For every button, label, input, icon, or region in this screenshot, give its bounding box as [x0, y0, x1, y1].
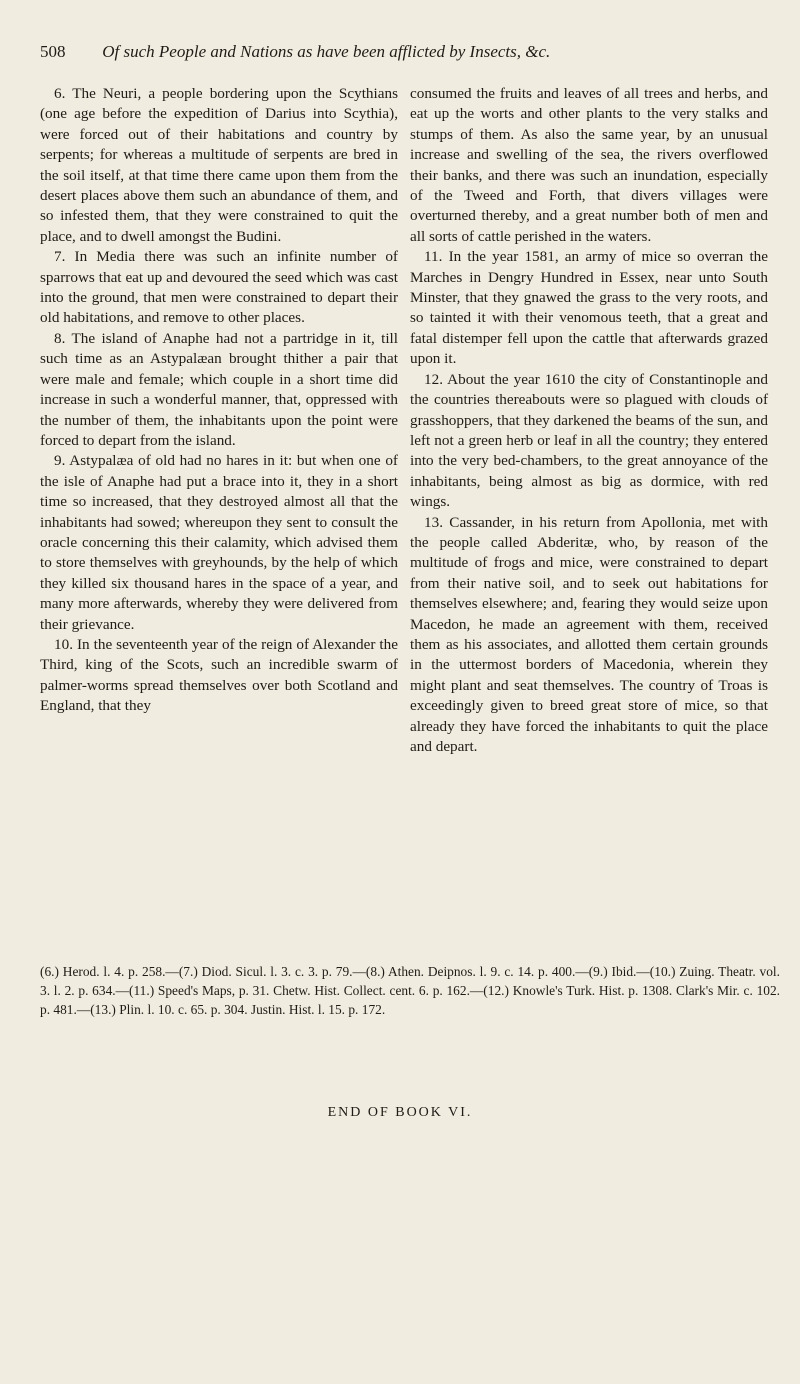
running-title: Of such People and Nations as have been afflicted by Insects, &c.: [102, 42, 551, 61]
paragraph: 10. In the seventeenth year of the reign of Alexander the Third, king of the Scots, such an incredible swarm of palmer-worms spread themselves over both Scotland and England, that they: [40, 635, 398, 715]
paragraph: 9. Astypalæa of old had no hares in it: but when one of the isle of Anaphe had put a brace into it, they in a short time so increased, that they destroyed almost all that the inhabitants had sowed; whereupon they sent to consult the oracle concerning this their calamity, which advised them to store themselves with greyhounds, by the help of which they killed six thousand hares in the space of a year, and many more afterwards, whereby they were delivered from their grievance.: [40, 452, 398, 633]
page-number: 508: [40, 42, 66, 61]
paragraph: 13. Cassander, in his return from Apollonia, met with the people called Abderitæ, who, by reason of the multitude of frogs and mice, were constrained to depart from their native soil, and to seek out habitations for themselves elsewhere; and, fearing they would seize upon Macedon, he made an agreement with them, received them as his associates, and allotted them certain grounds in the uttermost borders of Macedonia, wherein they might plant and seat themselves. The country of Troas is exceedingly given to breed great store of mice, so that already they have forced the inhabitants to quit the place and depart.: [410, 513, 768, 755]
end-of-book-mark: END OF BOOK VI.: [327, 1105, 473, 1120]
paragraph: 11. In the year 1581, an army of mice so overran the Marches in Dengry Hundred in Essex, near unto South Minster, that they gnawed the grass to the very roots, and so tainted it with their venomous teeth, that a great and fatal distemper fell upon the cattle that afterwards grazed upon it.: [410, 248, 768, 368]
paragraph: consumed the fruits and leaves of all trees and herbs, and eat up the worts and other plants to the very stalks and stumps of them. As also the same year, by an unusual increase and swelling of the sea, the rivers overflowed their banks, and there was such an inundation, especially of the Tweed and Forth, that divers villages were overturned thereby, and a great number both of men and all sorts of cattle perished in the waters.: [410, 85, 768, 245]
paragraph: 12. About the year 1610 the city of Constantinople and the countries thereabouts were so plagued with clouds of grasshoppers, that they darkened the beams of the sun, and left not a green herb or leaf in all the country; they entered into the very bed-chambers, to the great annoyance of the inhabitants, being almost as big as dormice, with red wings.: [410, 370, 768, 511]
footnotes: (6.) Herod. l. 4. p. 258.—(7.) Diod. Sicul. l. 3. c. 3. p. 79.—(8.) Athen. Deipnos. l. 9. c. 14. p. 400.—(9.) Ibid.—(10.) Zuing. Theatr. vol. 3. l. 2. p. 634.—(11.) Speed's Maps, p. 31. Chetw. Hist. Collect. cent. 6. p. 162.—(12.) Knowle's Turk. Hist. p. 1308. Clark's Mir. c. 102. p. 481.—(13.) Plin. l. 10. c. 65. p. 304. Justin. Hist. l. 15. p. 172.: [40, 964, 780, 1017]
right-column: [410, 84, 768, 757]
running-header: [40, 42, 780, 62]
paragraph: 7. In Media there was such an infinite number of sparrows that eat up and devoured the seed which was cast into the ground, that men were constrained to depart their old habitations, and remove to other places.: [40, 248, 398, 327]
paragraph: 6. The Neuri, a people bordering upon the Scythians (one age before the expedition of Darius into Scythia), were forced out of their habitations and country by serpents; for whereas a multitude of serpents are bred in the soil itself, at that time there came upon them from the desert places above them such an abundance of them, and so infested them, that they were constrained to quit the place, and to dwell amongst the Budini.: [40, 85, 398, 245]
paragraph: 8. The island of Anaphe had not a partridge in it, till such time as an Astypalæan brought thither a pair that were male and female; which couple in a short time did increase in such a wonderful manner, that, oppressed with the number of them, the inhabitants upon the point were forced to depart from the island.: [40, 329, 398, 449]
left-column: [40, 84, 398, 717]
